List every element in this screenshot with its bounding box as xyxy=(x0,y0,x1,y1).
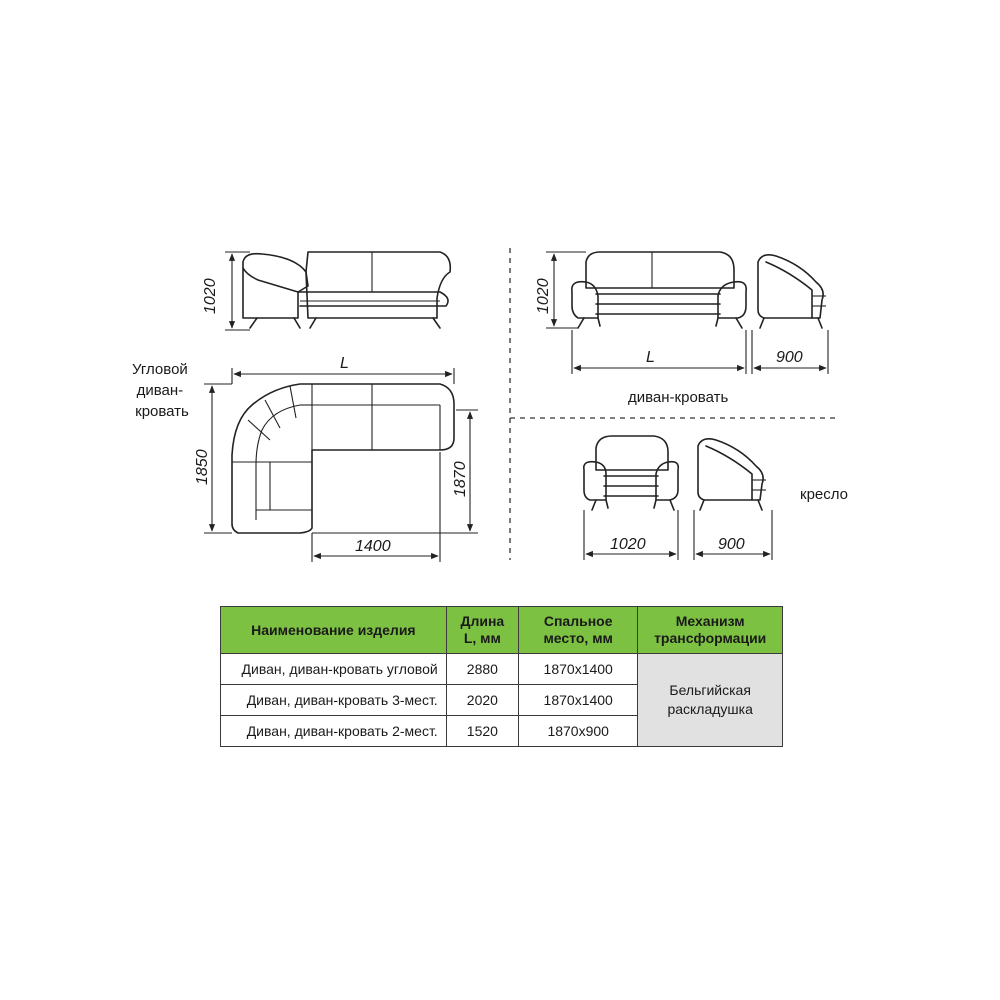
dim-corner-depth-right-label: 1870 xyxy=(452,461,469,497)
header-product-name: Наименование изделия xyxy=(221,607,447,654)
header-sleeping-area: Спальное место, мм xyxy=(519,607,638,654)
cell-product-name: Диван, диван-кровать 3-мест. xyxy=(221,685,447,716)
dim-corner-depth-left-label: 1850 xyxy=(194,449,211,485)
cell-sleeping-area: 1870x900 xyxy=(519,716,638,747)
dim-sofa-height xyxy=(535,252,586,328)
dim-corner-depth-right xyxy=(312,410,478,533)
label-sofa-bed: диван-кровать xyxy=(628,389,729,406)
label-corner-sofa: Угловой диван- кровать xyxy=(132,361,189,420)
cell-length: 2880 xyxy=(446,654,518,685)
armchair-side-view xyxy=(698,439,766,510)
sofa-side-view xyxy=(758,255,826,328)
dim-chair-depth-label: 900 xyxy=(718,536,745,553)
dim-sofa-length xyxy=(572,330,746,374)
spec-table xyxy=(220,606,783,747)
cell-length: 2020 xyxy=(446,685,518,716)
dim-sofa-side-depth xyxy=(752,330,828,374)
dim-corner-seat-length-label: 1400 xyxy=(355,538,391,555)
corner-sofa-plan-view xyxy=(232,384,454,533)
dim-corner-depth-left xyxy=(194,384,232,533)
cell-length: 1520 xyxy=(446,716,518,747)
dim-corner-length-label: L xyxy=(340,355,349,372)
sofa-bed-front-view xyxy=(572,252,746,328)
dim-corner-seat-length xyxy=(312,452,440,562)
cell-mechanism: Бельгийская раскладушка xyxy=(638,654,783,747)
dim-chair-depth xyxy=(694,510,772,560)
label-armchair: кресло xyxy=(800,486,849,503)
cell-sleeping-area: 1870x1400 xyxy=(519,685,638,716)
armchair-front-view xyxy=(584,436,679,510)
dim-corner-length xyxy=(232,355,454,384)
dim-sofa-height-label: 1020 xyxy=(535,278,552,314)
dim-corner-height-label: 1020 xyxy=(202,278,219,314)
dim-chair-width-label: 1020 xyxy=(610,536,646,553)
cell-product-name: Диван, диван-кровать угловой xyxy=(221,654,447,685)
dim-chair-width xyxy=(584,510,678,560)
table-row xyxy=(221,654,783,685)
table-header-row xyxy=(221,607,783,654)
cell-sleeping-area: 1870x1400 xyxy=(519,654,638,685)
dim-sofa-length-label: L xyxy=(646,349,655,366)
corner-sofa-front-view xyxy=(243,252,450,328)
cell-product-name: Диван, диван-кровать 2-мест. xyxy=(221,716,447,747)
dim-sofa-side-depth-label: 900 xyxy=(776,349,803,366)
header-length: Длина L, мм xyxy=(446,607,518,654)
header-mechanism: Механизм трансформации xyxy=(638,607,783,654)
